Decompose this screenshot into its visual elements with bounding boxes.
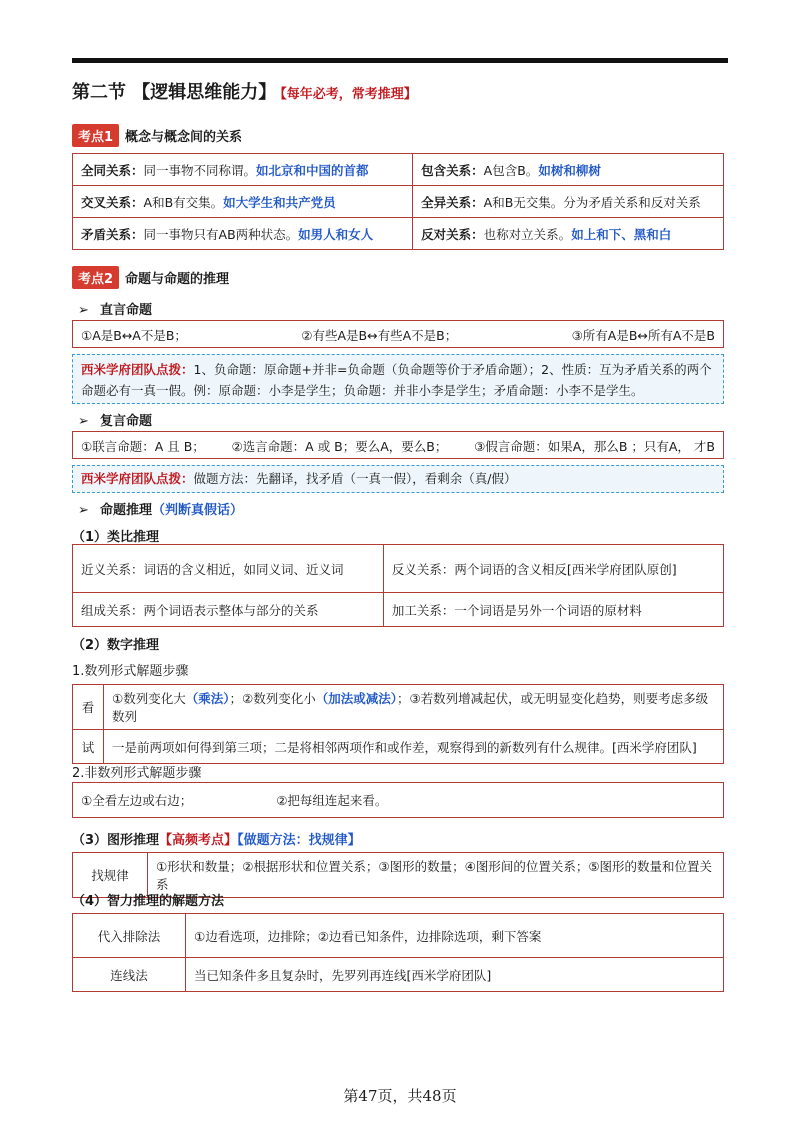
section-heading: [72, 78, 417, 104]
tip-text: 1、负命题：原命题+并非=负命题（负命题等价于矛盾命题）；2、性质：互为矛盾关系的两个命题必有一真一假。例：原命题：小李是学生；负命题：并非小李是学生；矛盾命题：小李不是学生。: [81, 362, 712, 398]
arrow-icon: ➢: [78, 414, 89, 429]
concept-relations-table: [72, 153, 724, 250]
number-title: （2）数字推理: [72, 638, 160, 653]
step-hint: （加法或减法）: [315, 691, 397, 706]
cell-label: 全同关系：: [81, 162, 144, 178]
zy-title: 直言命题: [100, 303, 153, 318]
step-text: ①数列变化大: [112, 691, 186, 706]
arrow-icon: ➢: [78, 303, 89, 318]
step-key: 看: [73, 685, 104, 730]
tip-title: 西米学府团队点拨：: [81, 362, 194, 377]
tl-tag: （判断真假话）: [152, 503, 244, 518]
method-desc: ①边看选项，边排除；②边看已知条件，边排除选项，剩下答案: [186, 914, 724, 958]
top-rule: [72, 58, 728, 63]
tip-box-1: [72, 354, 724, 404]
table-cell: 近义关系：词语的含义相近，如同义词、近义词: [73, 545, 384, 593]
cell-label: 矛盾关系：: [81, 226, 144, 242]
page-footer: 第47页，共48页: [343, 1087, 457, 1105]
method-name: 连线法: [73, 958, 186, 992]
cell-example: 如树和柳树: [538, 162, 601, 178]
table-row: [73, 958, 724, 992]
cell-text: A包含B。: [483, 162, 539, 178]
fy-item: ③假言命题：如果A，那么B ；只有A， 才B: [474, 439, 715, 454]
tl-heading: [78, 499, 243, 518]
step-text: ；③若数列增减起伏，或无明显变化趋势，则要考虑多级数列: [112, 691, 709, 724]
table-cell: [73, 186, 413, 218]
zy-item: ③所有A是B↔所有A不是B: [571, 328, 715, 343]
table-cell: [413, 186, 724, 218]
figure-key: 找规律: [73, 853, 148, 898]
table-row: [73, 545, 724, 593]
tl-title: 命题推理: [100, 503, 153, 518]
table-row: [73, 186, 724, 218]
cell-example: 如大学生和共产党员: [223, 194, 336, 210]
tip-box-2: [72, 465, 724, 493]
cell-example: 如上和下、黑和白: [571, 226, 672, 242]
fy-item: ①联言命题：A 且 B；: [81, 439, 205, 454]
k2-heading: [72, 266, 229, 289]
table-row: [73, 914, 724, 958]
tip-text: 做题方法：先翻译，找矛盾（一真一假），看剩余（真/假）: [193, 471, 517, 486]
zy-box: [72, 320, 724, 348]
cell-label: 全异关系：: [421, 194, 484, 210]
zy-item: ①A是B↔A不是B；: [81, 328, 187, 343]
analogy-title: （1）类比推理: [72, 530, 160, 545]
k2-badge: 考点2: [72, 266, 119, 289]
step-value: 一是前两项如何得到第三项；二是将相邻两项作和或作差，观察得到的新数列有什么规律。[西米学府团队]: [104, 730, 724, 764]
table-row: [73, 593, 724, 627]
table-cell: [413, 218, 724, 250]
table-cell: [413, 154, 724, 186]
section-tag: 【每年必考，常考推理】: [280, 87, 417, 102]
step-text: ；②数列变化小: [229, 691, 316, 706]
figure-tag-red: 【高频考点】: [159, 833, 238, 848]
cell-text: 也称对立关系。: [483, 226, 572, 242]
k1-heading: [72, 124, 242, 147]
cell-label: 交叉关系：: [81, 194, 144, 210]
zy-heading: [78, 299, 152, 318]
number-step-1: 1.数列形式解题步骤: [72, 664, 189, 679]
fy-heading: [78, 410, 152, 429]
cell-example: 如男人和女人: [298, 226, 374, 242]
table-cell: 反义关系：两个词语的含义相反[西米学府团队原创]: [383, 545, 723, 593]
method-desc: 当已知条件多且复杂时，先罗列再连线[西米学府团队]: [186, 958, 724, 992]
number-step-2: 2.非数列形式解题步骤: [72, 766, 202, 781]
cell-text: 同一事物只有AB两种状态。: [143, 226, 299, 242]
table-cell: 组成关系：两个词语表示整体与部分的关系: [73, 593, 384, 627]
step-hint: （乘法）: [185, 691, 230, 706]
figure-value: ①形状和数量；②根据形状和位置关系；③图形的数量；④图形间的位置关系；⑤图形的数量和位置关系: [148, 853, 724, 898]
table-cell: [73, 218, 413, 250]
table-row: [73, 218, 724, 250]
tip-title: 西米学府团队点拨：: [81, 471, 194, 486]
cell-example: 如北京和中国的首都: [256, 162, 369, 178]
k1-title: 概念与概念间的关系: [125, 130, 243, 145]
analogy-table: [72, 544, 724, 627]
step-key: 试: [73, 730, 104, 764]
section-title: 第二节 【逻辑思维能力】: [72, 82, 277, 103]
figure-tag-blue: 【做题方法：找规律】: [237, 833, 361, 848]
nonseq-item: ②把每组连起来看。: [276, 793, 388, 808]
intel-table: [72, 913, 724, 992]
table-cell: 加工关系：一个词语是另外一个词语的原材料: [383, 593, 723, 627]
fy-title: 复言命题: [100, 414, 153, 429]
k1-badge: 考点1: [72, 124, 119, 147]
cell-text: A和B有交集。: [143, 194, 224, 210]
cell-label: 包含关系：: [421, 162, 484, 178]
table-cell: [73, 154, 413, 186]
cell-text: A和B无交集。分为矛盾关系和反对关系: [483, 194, 701, 210]
number-table: [72, 684, 724, 764]
k2-title: 命题与命题的推理: [125, 272, 230, 287]
cell-label: 反对关系：: [421, 226, 484, 242]
table-row: [73, 154, 724, 186]
figure-heading: [72, 829, 361, 848]
zy-item: ②有些A是B↔有些A不是B；: [301, 328, 458, 343]
step-value: [104, 685, 724, 730]
fy-item: ②选言命题：A 或 B；要么A，要么B；: [231, 439, 448, 454]
arrow-icon: ➢: [78, 503, 89, 518]
method-name: 代入排除法: [73, 914, 186, 958]
fy-box: [72, 431, 724, 459]
cell-text: 同一事物不同称谓。: [143, 162, 257, 178]
nonseq-box: [72, 782, 724, 818]
figure-title: （3）图形推理: [72, 833, 160, 848]
intel-title: （4）智力推理的解题方法: [72, 894, 225, 909]
nonseq-item: ①全看左边或右边；: [81, 793, 193, 808]
